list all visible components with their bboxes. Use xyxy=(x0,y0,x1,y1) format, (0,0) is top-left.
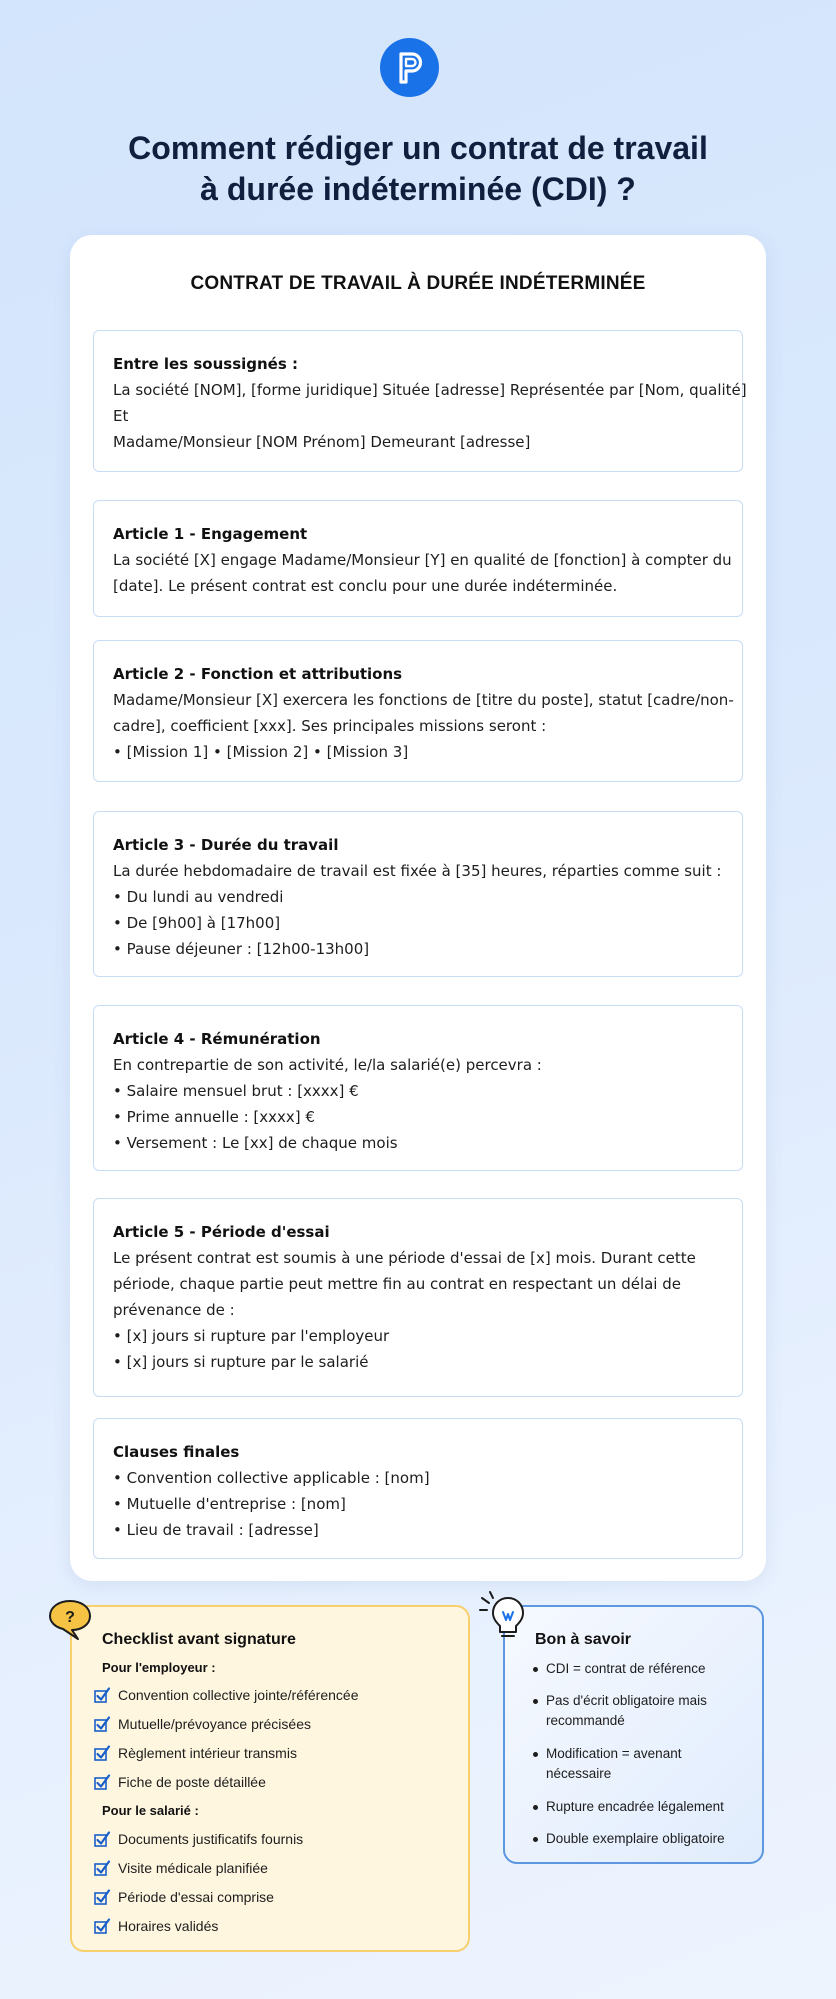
section-line: Madame/Monsieur [NOM Prénom] Demeurant [adresse] xyxy=(113,433,531,451)
section-line: cadre], coefficient [xxx]. Ses principales missions seront : xyxy=(113,717,547,735)
bullet-dot xyxy=(533,1752,538,1757)
good-to-know-box xyxy=(503,1605,764,1864)
section-heading: Article 2 - Fonction et attributions xyxy=(113,665,403,683)
section-heading: Article 1 - Engagement xyxy=(113,525,308,543)
section-article-2 xyxy=(93,640,743,782)
checklist-box xyxy=(70,1605,470,1952)
section-line: La société [X] engage Madame/Monsieur [Y] en qualité de [fonction] à compter du xyxy=(113,551,732,569)
bullet-dot xyxy=(533,1805,538,1810)
checklist-item-label: Fiche de poste détaillée xyxy=(118,1774,266,1790)
section-line: • Pause déjeuner : [12h00-13h00] xyxy=(113,940,370,958)
bullet-dot xyxy=(533,1699,538,1704)
checklist-group-employer: Pour l'employeur : xyxy=(102,1660,216,1675)
info-item-text: CDI = contrat de référence xyxy=(546,1661,706,1676)
section-heading: Clauses finales xyxy=(113,1443,240,1461)
section-heading: Article 4 - Rémunération xyxy=(113,1030,321,1048)
checkbox-checked-icon xyxy=(93,1830,111,1848)
info-item-text: Modification = avenant nécessaire xyxy=(546,1746,682,1781)
checklist-item-label: Mutuelle/prévoyance précisées xyxy=(118,1716,311,1732)
lightbulb-icon xyxy=(478,1590,526,1646)
info-list-item xyxy=(533,1744,743,1784)
checkbox-checked-icon xyxy=(93,1686,111,1704)
section-line: • [x] jours si rupture par le salarié xyxy=(113,1353,369,1371)
checklist-item-label: Horaires validés xyxy=(118,1918,219,1934)
section-line: • [x] jours si rupture par l'employeur xyxy=(113,1327,390,1345)
info-list-item xyxy=(533,1691,743,1731)
bullet-dot xyxy=(533,1837,538,1842)
section-line: Et xyxy=(113,407,129,425)
checkbox-checked-icon xyxy=(93,1888,111,1906)
checkbox-checked-icon xyxy=(93,1715,111,1733)
section-article-1 xyxy=(93,500,743,617)
checklist-title: Checklist avant signature xyxy=(102,1631,296,1648)
info-item-text: Rupture encadrée légalement xyxy=(546,1799,724,1814)
section-line: • Salaire mensuel brut : [xxxx] € xyxy=(113,1082,359,1100)
checklist-item-label: Visite médicale planifiée xyxy=(118,1860,268,1876)
section-article-3 xyxy=(93,811,743,977)
checklist-item-label: Règlement intérieur transmis xyxy=(118,1745,297,1761)
page-title-line-2: à durée indéterminée (CDI) ? xyxy=(200,171,636,207)
section-line: La durée hebdomadaire de travail est fixée à [35] heures, réparties comme suit : xyxy=(113,862,722,880)
checklist-group-employee: Pour le salarié : xyxy=(102,1803,199,1818)
section-line: La société [NOM], [forme juridique] Située [adresse] Représentée par [Nom, qualité] xyxy=(113,381,747,399)
page-title-line-1: Comment rédiger un contrat de travail xyxy=(128,130,708,166)
checklist-item-label: Convention collective jointe/référencée xyxy=(118,1687,359,1703)
section-line: • Versement : Le [xx] de chaque mois xyxy=(113,1134,398,1152)
section-heading: Article 3 - Durée du travail xyxy=(113,836,339,854)
section-line: Le présent contrat est soumis à une période d'essai de [x] mois. Durant cette xyxy=(113,1249,696,1267)
question-bubble-icon xyxy=(46,1598,94,1646)
section-article-5 xyxy=(93,1198,743,1397)
section-line: • De [9h00] à [17h00] xyxy=(113,914,281,932)
section-article-4 xyxy=(93,1005,743,1171)
section-line: Madame/Monsieur [X] exercera les fonctions de [titre du poste], statut [cadre/non- xyxy=(113,691,734,709)
info-list-item xyxy=(533,1797,743,1817)
section-line: • [Mission 1] • [Mission 2] • [Mission 3] xyxy=(113,743,409,761)
bullet-dot xyxy=(533,1667,538,1672)
section-line: période, chaque partie peut mettre fin au contrat en respectant un délai de xyxy=(113,1275,681,1293)
document-title: CONTRAT DE TRAVAIL À DURÉE INDÉTERMINÉE xyxy=(190,273,646,294)
checkbox-checked-icon xyxy=(93,1744,111,1762)
section-line: • Prime annuelle : [xxxx] € xyxy=(113,1108,315,1126)
section-line: • Convention collective applicable : [nom] xyxy=(113,1469,430,1487)
section-heading: Entre les soussignés : xyxy=(113,355,299,373)
info-item-text: Pas d'écrit obligatoire mais recommandé xyxy=(546,1693,707,1728)
checklist-item-label: Période d'essai comprise xyxy=(118,1889,274,1905)
section-line: prévenance de : xyxy=(113,1301,235,1319)
section-line: • Mutuelle d'entreprise : [nom] xyxy=(113,1495,346,1513)
section-line: En contrepartie de son activité, le/la salarié(e) percevra : xyxy=(113,1056,542,1074)
section-line: • Lieu de travail : [adresse] xyxy=(113,1521,319,1539)
good-to-know-title: Bon à savoir xyxy=(535,1631,632,1648)
section-parties xyxy=(93,330,747,472)
info-item-text: Double exemplaire obligatoire xyxy=(546,1831,725,1846)
info-list-item xyxy=(533,1659,743,1679)
checkbox-checked-icon xyxy=(93,1859,111,1877)
section-heading: Article 5 - Période d'essai xyxy=(113,1223,330,1241)
section-line: • Du lundi au vendredi xyxy=(113,888,284,906)
checkbox-checked-icon xyxy=(93,1917,111,1935)
question-badge-text: ? xyxy=(65,1609,75,1626)
checkbox-checked-icon xyxy=(93,1773,111,1791)
info-list-item xyxy=(533,1829,743,1849)
page-title xyxy=(0,128,836,210)
checklist-item-label: Documents justificatifs fournis xyxy=(118,1831,304,1847)
contract-document xyxy=(70,235,766,1581)
p-logo-icon xyxy=(380,38,439,97)
section-final-clauses xyxy=(93,1418,743,1559)
section-line: [date]. Le présent contrat est conclu pour une durée indéterminée. xyxy=(113,577,618,595)
